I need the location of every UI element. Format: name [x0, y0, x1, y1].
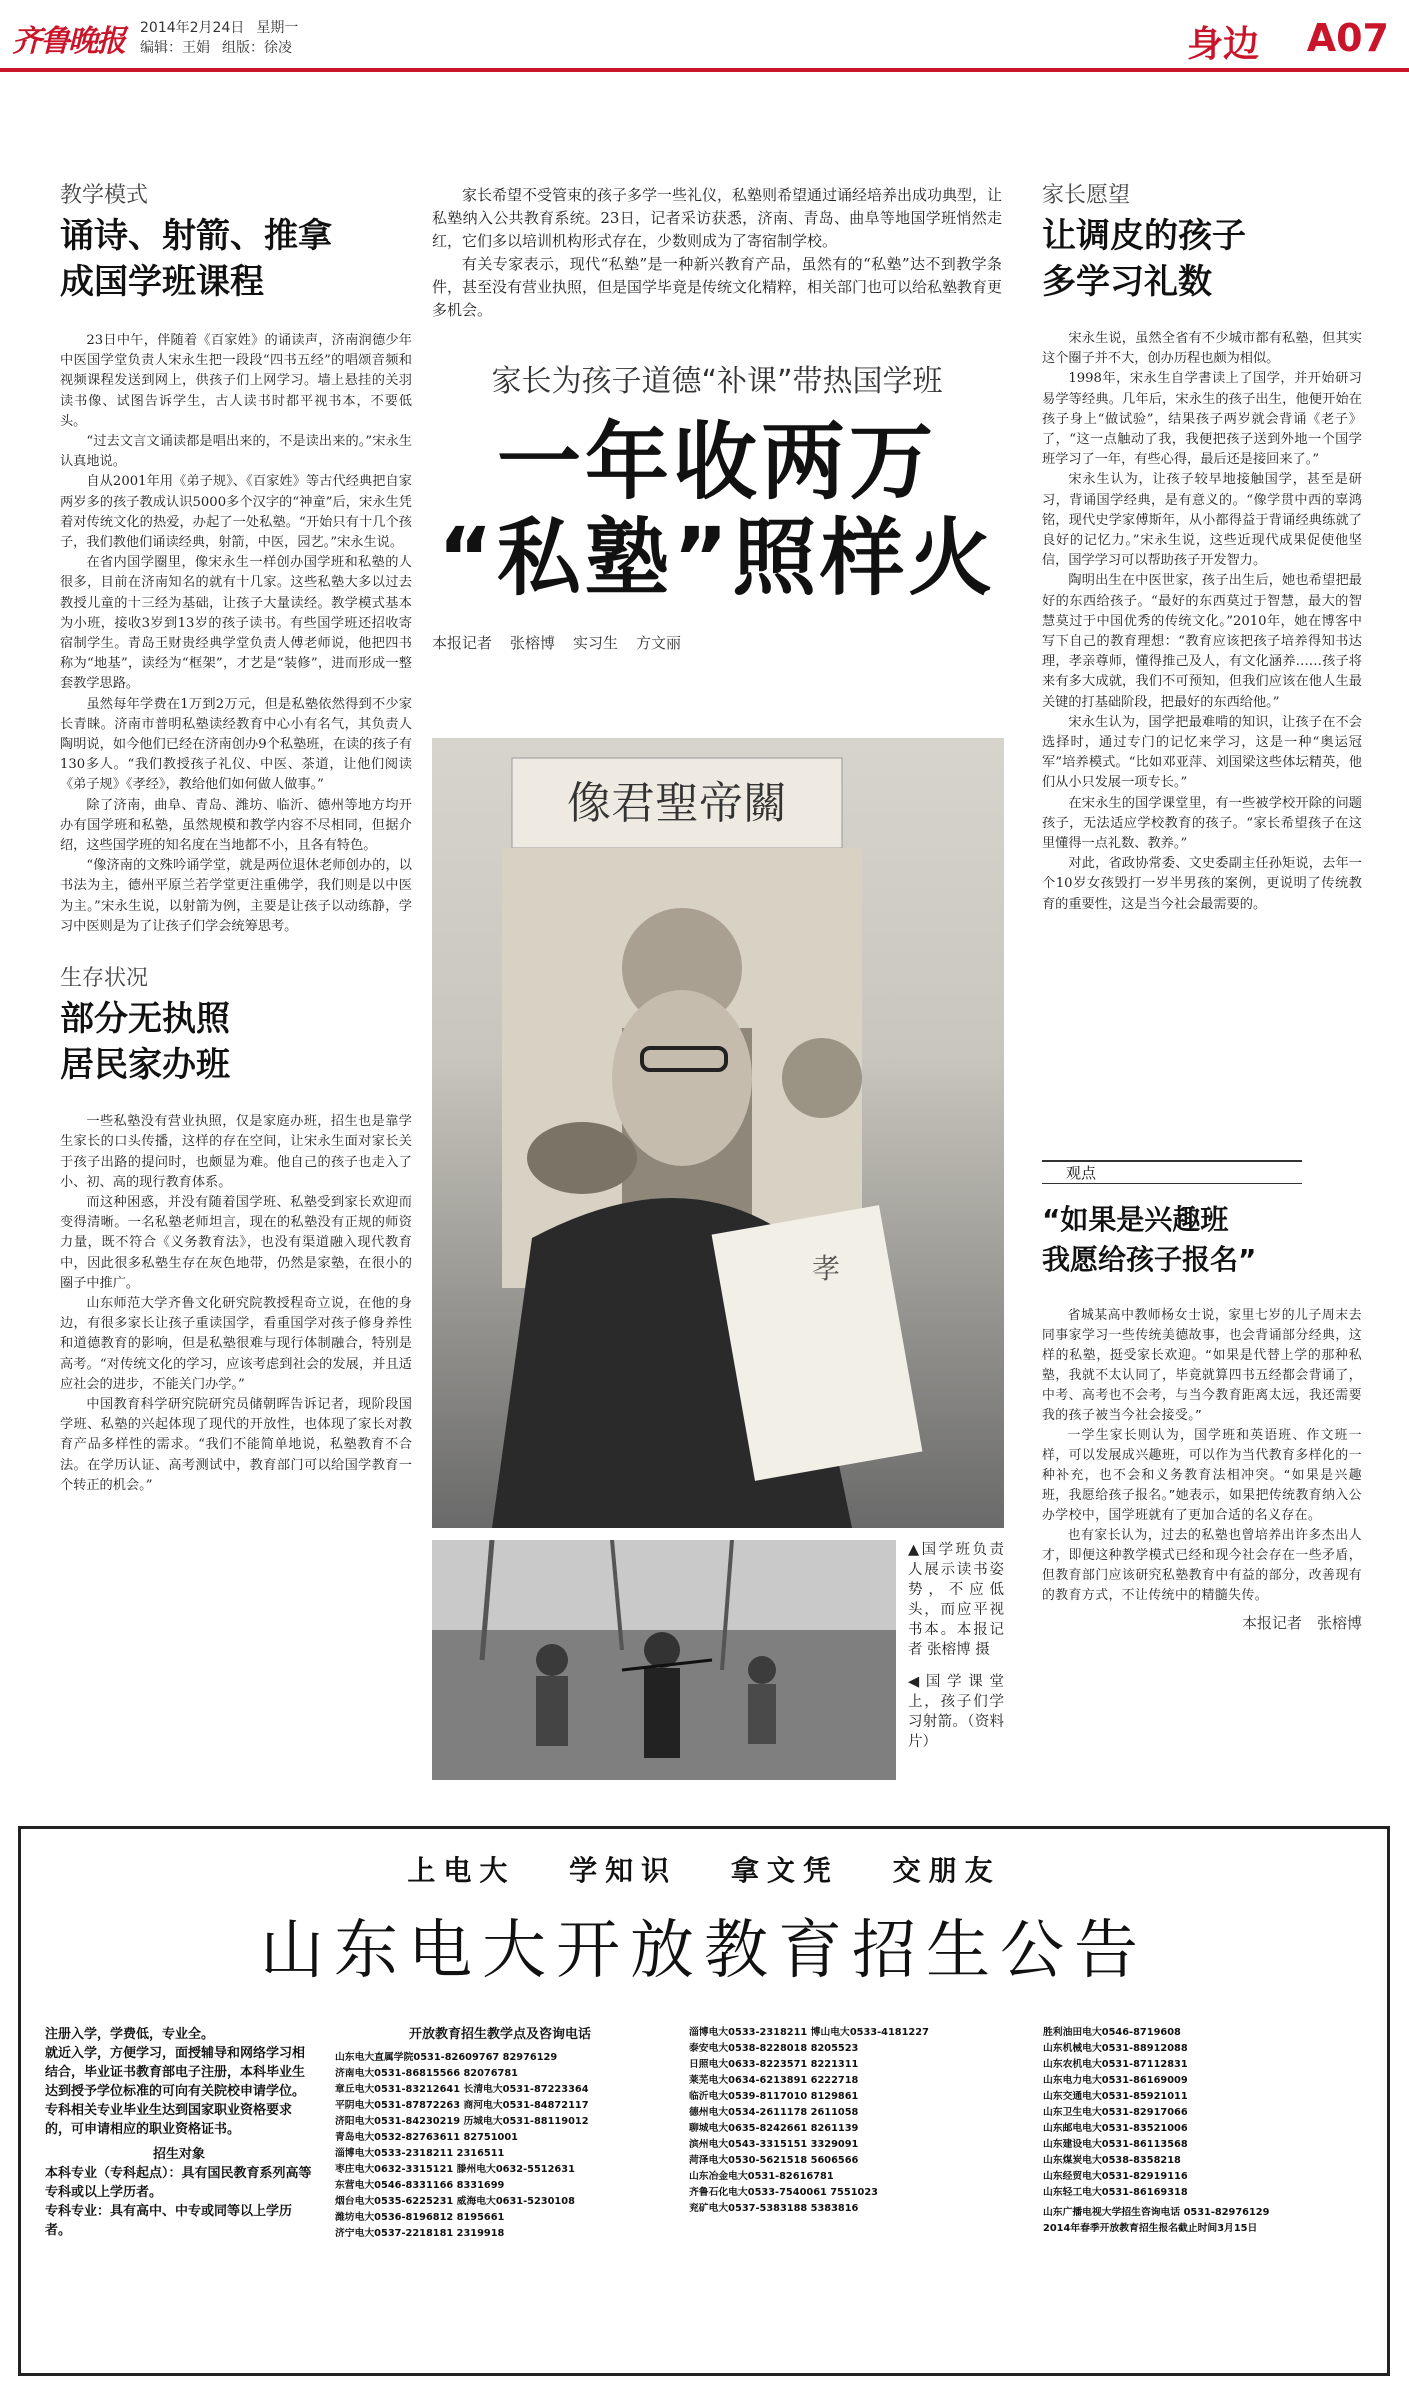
paragraph: “过去文言文诵读都是唱出来的，不是读出来的。”宋永生认真地说。 — [60, 434, 412, 470]
paragraph: 在宋永生的国学课堂里，有一些被学校开除的问题孩子，无法适应学校教育的孩子。“家长希望孩子在这里懂得一点礼数、教养。” — [1042, 795, 1362, 852]
left-column — [60, 178, 412, 1496]
article-body-teaching — [60, 331, 412, 937]
section-kicker-status: 生存状况 — [60, 966, 149, 992]
paragraph: 家长希望不受管束的孩子多学一些礼仪，私塾则希望通过诵经培养出成功典型，让私塾纳入公共教育系统。23日，记者采访获悉，济南、青岛、曲阜等地国学班悄然走红，它们多以培训机构形式存在，少数则成为了寄宿制学校。 — [432, 186, 1003, 250]
paragraph: 宋永生认为，让孩子较早地接触国学，甚至是研习，背诵国学经典，是有意义的。“像学贯中西的辜鸿铭，现代史学家傅斯年，从小都得益于背诵经典练就了良好的记忆力。”宋永生说，这些近现代成果促使他坚信，国学学习可以帮助孩子开发智力。 — [1042, 472, 1362, 569]
right-column — [1042, 178, 1362, 915]
editor-credit: 编辑：王娟 — [140, 40, 210, 56]
page-number: A07 — [1306, 16, 1389, 60]
enrollment-ad — [18, 1826, 1390, 2376]
paragraph: 1998年，宋永生自学書读上了国学，并开始研习易学等经典。几年后，宋永生的孩子出生，他便开始在孩子身上“做试验”，结果孩子两岁就会背诵《老子》了，“这一点触动了我，我便把孩子送到外地一个国学班学习了一年，有些心得，最后还是接回来了。” — [1042, 371, 1362, 468]
issue-meta — [140, 18, 310, 58]
subhead-parents: 让调皮的孩子 多学习礼数 — [1042, 216, 1246, 302]
paragraph: 除了济南，曲阜、青岛、潍坊、临沂、德州等地方均开办有国学班和私塾，虽然规模和教学内容不尽相同，但据介绍，这些国学班的知名度在当地都不小，且各有特色。 — [60, 797, 412, 854]
paragraph: 省城某高中教师杨女士说，家里七岁的儿子周末去同事家学习一些传统美德故事，也会背诵部分经典，这样的私塾，挺受家长欢迎。“如果是代替上学的那种私塾，我就不太认同了，毕竟就算四书五经都会背诵了，中考、高考也不会考，与当今教育距离太远，我还需要我的孩子被当今社会接受。” — [1042, 1308, 1362, 1423]
newspaper-logo: 齐鲁晚报 — [12, 24, 124, 59]
paragraph: 宋永生认为，国学把最难啃的知识，让孩子在不会选择时，通过专门的记忆来学习，这是一种“奥运冠军”培养模式。“比如邓亚萍、刘国梁这些体坛精英，他们从小只发展一项专长。” — [1042, 714, 1362, 791]
viewpoint-section — [1042, 1200, 1362, 1633]
photo-caption-sub: ◀国学课堂上，孩子们学习射箭。（资料片） — [908, 1674, 1004, 1750]
ad-col-contacts-2: 淄博电大0533-2318211 博山电大0533-4181227 泰安电大0538-8228018 8205523 日照电大0633-8223571 8221311 莱芜电大0634-6213891 6222718 临沂电大0539-8117010 8129861 德州电大0534-2611178 2611058 聊城电大0635-8242661 8261139 滨州电大0543-3315151 3329091 菏泽电大0530-5621518 5606566 山东冶金电大0531-82616781 齐鲁石化电大0533-7540061 7551023 兖矿电大0537-5383188 5383816 — [689, 2027, 929, 2214]
ad-col-contacts-1: 开放教育招生教学点及咨询电话 山东电大直属学院0531-82609767 82976129 济南电大0531-86815566 82076781 章丘电大0531-83212641 长清电大0531-87223364 平阴电大0531-87872263 商河电大0531-84872117 济阳电大0531-84230219 历城电大0531-88119012 青岛电大0532-82763611 82751001 淄博电大0533-2318211 2316511 枣庄电大0632-3315121 滕州电大0632-5512631 东营电大0546-8331166 8331699 烟台电大0535-6225231 威海电大0631-5230108 潍坊电大0536-8196812 8195661 济宁电大0537-2218181 2319918 — [335, 2027, 591, 2239]
issue-date: 2014年2月24日 — [140, 20, 245, 36]
middle-column — [432, 184, 1002, 653]
section-name: 身边 — [1186, 24, 1259, 65]
paragraph: 23日中午，伴随着《百家姓》的诵读声，济南润德少年中医国学堂负责人宋永生把一段段“四书五经”的唱颂音频和视频课程发送到网上，供孩子们上网学习。墙上悬挂的关羽读书像、试图告诉学生，古人读书时都平视书本，不要低头。 — [60, 333, 412, 429]
viewpoint-tag: 观点 — [1042, 1160, 1302, 1184]
paragraph: 也有家长认为，过去的私塾也曾培养出许多杰出人才，即便这种教学模式已经和现今社会存在一些矛盾，但教育部门应该研究私塾教育中有益的部分，改善现有的教育方式，不让传统中的精髓失传。 — [1042, 1528, 1362, 1603]
paragraph: “像济南的文殊吟诵学堂，就是两位退休老师创办的，以书法为主，德州平原兰若学堂更注重佛学，我们则是以中医为主。”宋永生说，以射箭为例，主要是让孩子以动练静，学习中医则是为了让孩子们学会统筹思考。 — [60, 858, 412, 934]
svg-text:孝: 孝 — [812, 1252, 841, 1285]
paragraph: 自从2001年用《弟子规》、《百家姓》等古代经典把自家两岁多的孩子教成认识5000多个汉字的“神童”后，宋永生凭着对传统文化的热爱，办起了一处私塾。“开始只有十几个孩子，我们教他们诵读经典，射箭，中医，园艺。”宋永生说。 — [60, 474, 412, 551]
subhead-teaching: 诵诗、射箭、推拿 成国学班课程 — [60, 216, 332, 302]
viewpoint-body — [1042, 1306, 1362, 1606]
article-body-status — [60, 1112, 412, 1496]
paragraph: 虽然每年学费在1万到2万元，但是私塾依然得到不少家长青睐。济南市普明私塾读经教育中心小有名气，其负责人陶明说，如今他们已经在济南创办9个私塾班，在读的孩子有130多人。“我们教授孩子礼仪、中医、茶道，让他们阅读《弟子规》《孝经》，教给他们如何做人做事。” — [60, 696, 412, 793]
svg-text:像君聖帝關: 像君聖帝關 — [567, 778, 787, 829]
ad-col-contacts-3: 胜利油田电大0546-8719608 山东机械电大0531-88912088 山东农机电大0531-87112831 山东电力电大0531-86169009 山东交通电大0531-85921011 山东卫生电大0531-82917066 山东邮电电大0531-83521006 山东建设电大0531-86113568 山东煤炭电大0538-8358218 山东经贸电大0531-82919116 山东轻工电大0531-86169318 山东广播电视大学招生咨询电话 0531-82976129 2014年春季开放教育招生报名截止时间3月15日 — [1043, 2027, 1270, 2234]
paragraph: 在省内国学圈里，像宋永生一样创办国学班和私塾的人很多，目前在济南知名的就有十几家。这些私塾大多以过去教授儿童的十三经为基础，让孩子大量读经。教学模式基本为小班，接收3岁到13岁的孩子读书。有些国学班还招收寄宿制学生。青岛王财贵经典学堂负责人傅老师说，他把四书称为“地基”，读经为“框架”，才艺是“装修”，进而形成一整套教学思路。 — [60, 555, 412, 692]
main-headline: 一年收两万 “私塾”照样火 — [437, 413, 997, 607]
masthead — [0, 0, 1409, 70]
viewpoint-title: “如果是兴趣班 我愿给孩子报名” — [1042, 1203, 1257, 1276]
paragraph: 山东师范大学齐鲁文化研究院教授程奇立说，在他的身边，有很多家长让孩子重读国学，看重国学对孩子修身养性和道德教育的影响，但是私塾很难与现行体制融合，特别是高考。“对传统文化的学习，应该考虑到社会的发展，并且适应社会的进步，不能关门办学。” — [60, 1295, 412, 1392]
ad-title: 山东电大开放教育招生公告 — [260, 1914, 1148, 1988]
paragraph: 宋永生说，虽然全省有不少城市都有私塾，但其实这个圈子并不大，创办历程也颇为相似。 — [1042, 331, 1362, 367]
viewpoint-byline: 本报记者 张榕博 — [1241, 1614, 1362, 1632]
layout-credit: 组版：徐凌 — [222, 40, 292, 56]
photo-archery-class — [432, 1540, 896, 1780]
section-kicker-teaching-model: 教学模式 — [60, 183, 149, 208]
paragraph: 一些私塾没有营业执照，仅是家庭办班，招生也是靠学生家长的口头传播，这样的存在空间，让宋永生面对家长关于孩子出路的提问时，也颇显为难。他自己的孩子也走入了小、初、高的现行教育体系。 — [60, 1114, 412, 1190]
paragraph: 陶明出生在中医世家，孩子出生后，她也希望把最好的东西给孩子。“最好的东西莫过于智慧，最大的智慧莫过于中国优秀的传统文化。”2010年，她在博客中写下自己的教育理想：“教育应该把孩子培养得知书达理，孝亲尊师，懂得推己及人，有文化涵养……孩子将来有多大成就，我们不可预知，但我们应该在他人生最关键的打基础阶段，把最好的东西给他。” — [1042, 573, 1362, 710]
paragraph: 一学生家长则认为，国学班和英语班、作文班一样，可以发展成兴趣班，可以作为当代教育多样化的一种补充，也不会和义务教育法相冲突。“如果是兴趣班，我愿给孩子报名。”她表示，如果把传统教育纳入公办学校中，国学班就有了更加合适的名义存在。 — [1042, 1428, 1362, 1523]
article-body-parents — [1042, 329, 1362, 915]
article-intro — [432, 184, 1002, 322]
section-kicker-parents: 家长愿望 — [1042, 183, 1131, 208]
paragraph: 而这种困惑，并没有随着国学班、私塾受到家长欢迎而变得清晰。一名私塾老师坦言，现在的私塾没有正规的师资力量，既不符合《义务教育法》，也没有渠道融入现代教育中，因此很多私塾生存在灰色地带，仍然是家塾，在很小的圈子中推广。 — [60, 1194, 412, 1291]
photo-illustration — [432, 1540, 896, 1780]
issue-weekday: 星期一 — [256, 20, 299, 36]
photo-illustration — [432, 738, 1004, 1528]
ad-col-intro: 注册入学，学费低，专业全。 就近入学，方便学习，面授辅导和网络学习相结合，毕业证书教育部电子注册，本科毕业生达到授予学位标准的可向有关院校申请学位。专科相关专业毕业生达到国家职业资格要求的，可申请相应的职业资格证书。 招生对象 本科专业（专科起点）：具有国民教育系列高等专科或以上学历者。 专科专业：具有高中、中专或同等以上学历者。 — [45, 2027, 312, 2238]
photo-man-reading-book — [432, 738, 1004, 1528]
article-byline: 本报记者 张榕博 实习生 方文丽 — [432, 634, 682, 652]
paragraph: 有关专家表示，现代“私塾”是一种新兴教育产品，虽然有的“私塾”达不到教学条件，甚至没有营业执照，但是国学毕竟是传统文化精粹，相关部门也可以给私塾教育更多机会。 — [432, 255, 1003, 319]
subhead-status: 部分无执照 居民家办班 — [60, 999, 230, 1086]
paragraph: 对此，省政协常委、文史委副主任孙矩说，去年一个10岁女孩毁打一岁半男孩的案例，更说明了传统教育的重要性，这是当今社会最需要的。 — [1042, 856, 1362, 912]
paragraph: 中国教育科学研究院研究员储朝晖告诉记者，现阶段国学班、私塾的兴起体现了现代的开放性，也体现了家长对教育产品多样性的需求。“我们不能简单地说，私塾教育不合法。在学历认证、高考测试中，教育部门可以给国学教育一个转正的机会。” — [60, 1396, 412, 1493]
photo-caption-main: ▲国学班负责人展示读书姿势，不应低头，而应平视书本。本报记者 张榕博 摄 — [908, 1542, 1004, 1658]
headline-kicker: 家长为孩子道德“补课”带热国学班 — [491, 364, 943, 399]
masthead-rule — [0, 68, 1409, 72]
ad-slogan: 上电大 学知识 拿文凭 交朋友 — [407, 1854, 1001, 1887]
